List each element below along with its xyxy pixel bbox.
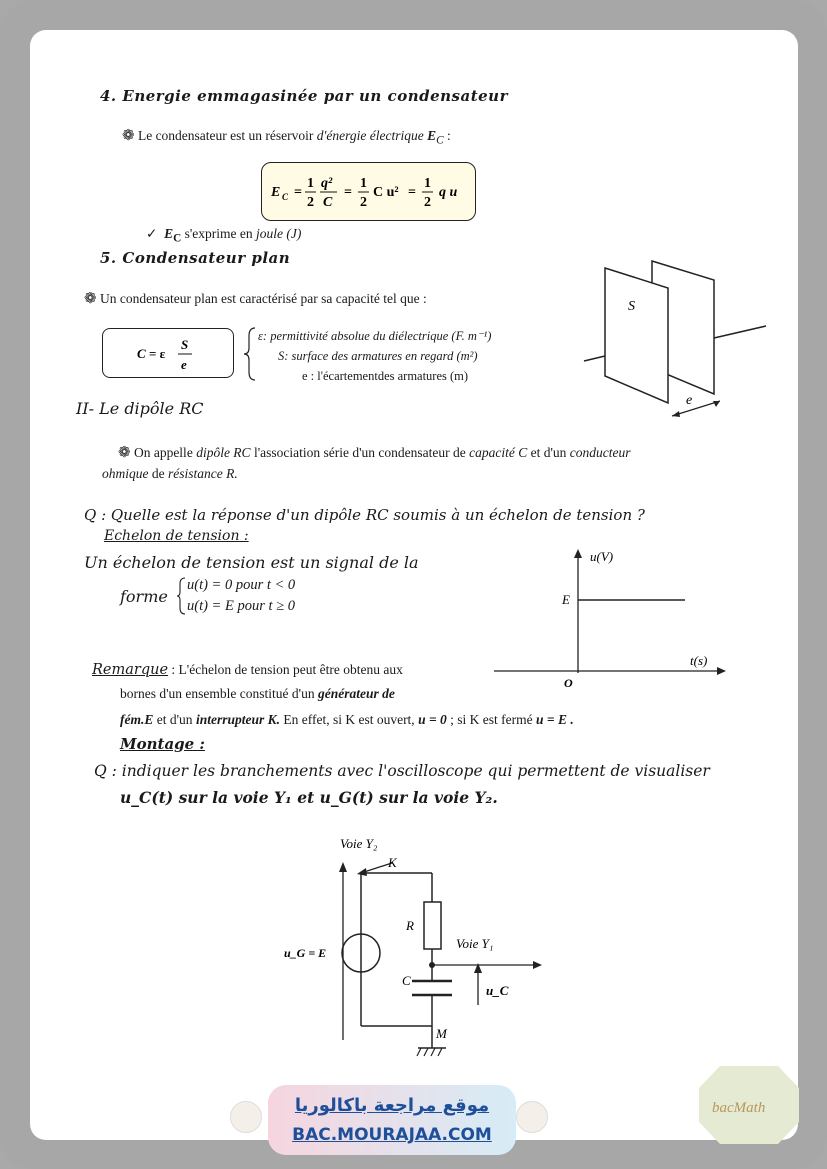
voie-y1-label: Voie Y₁ [456,936,494,951]
svg-text:S: S [181,337,189,352]
svg-text:e: e [181,357,187,372]
echelon-forme: forme [120,587,168,606]
question-rc-step: Q : Quelle est la réponse d'un dipôle RC soumis à un échelon de tension ? [84,506,645,524]
def-surface: S: surface des armatures en regard (m²) [278,349,478,363]
voie-y2-label: Voie Y₂ [340,836,378,851]
svg-text:q u: q u [439,185,458,200]
echelon-case-2: u(t) = E pour t ≥ 0 [187,598,295,614]
rc-circuit-diagram [270,830,570,1070]
svg-text:1: 1 [360,176,367,191]
flower-bullet-icon: ❁ [118,445,131,461]
capacity-formula [103,329,233,377]
plate-capacitor-figure [580,258,780,408]
uC-label: u_C [486,983,509,998]
svg-text:2: 2 [424,195,431,210]
footer-logo-right-icon [516,1101,548,1133]
svg-text:=: = [344,185,352,200]
footer-banner[interactable] [268,1085,516,1155]
svg-text:q²: q² [321,176,333,191]
uG-label: u_G = E [284,946,327,960]
flower-bullet-icon: ❁ [84,291,97,307]
energy-unit-note: ✓ $E_C$ s'exprime en joule (J) [146,226,302,245]
svg-text:C: C [137,346,146,361]
montage-question-line2: u_C(t) sur la voie Y₁ et u_G(t) sur la voie Y₂. [120,788,498,807]
capacity-formula-box [102,328,234,378]
svg-text:C u²: C u² [373,185,399,200]
rc-definition-line1: ❁ On appelle dipôle RC l'association série d'un condensateur de capacité C et d'un conducteur [118,445,631,461]
flower-bullet-icon: ❁ [122,128,135,144]
echelon-heading: Echelon de tension : [104,528,249,544]
y-axis-label: u(V) [590,549,614,564]
bacmath-badge-icon [698,1064,800,1146]
section5-intro: ❁ Un condensateur plan est caractérisé par sa capacité tel que : [84,291,427,307]
svg-text:=: = [408,185,416,200]
section4-title: 4. Energie emmagasinée par un condensateur [100,87,508,105]
cases-brace [176,576,186,616]
svg-text:1: 1 [424,176,431,191]
capacitor-C-label: C [402,973,411,988]
svg-text:=: = [294,185,302,200]
step-voltage-graph [480,545,740,705]
svg-text:2: 2 [360,195,367,210]
resistor-R-label: R [406,918,414,933]
section4-intro: ❁ Le condensateur est un réservoir d'énergie électrique $E_C$ : [122,128,451,147]
document-page [30,30,798,1140]
footer-site-link[interactable]: BAC.MOURAJAA.COM [292,1125,492,1145]
section2-title: II- Le dipôle RC [76,399,204,418]
footer-logo-left-icon [230,1101,262,1133]
rc-definition-line2: ohmique de résistance R. [102,466,238,481]
level-E-label: E [562,592,570,607]
switch-K-label: K [388,855,397,870]
remarque-line1: Remarque : L'échelon de tension peut être obtenu aux [92,662,403,678]
energy-formula-box [261,162,476,221]
x-axis-label: t(s) [690,653,708,668]
definition-brace [243,326,257,382]
echelon-case-1: u(t) = 0 pour t < 0 [187,577,296,593]
footer-arabic[interactable]: موقع مراجعة باكالوريا [294,1095,490,1116]
svg-text:1: 1 [307,176,314,191]
svg-text:2: 2 [307,195,314,210]
energy-formula [262,163,475,220]
svg-text:E: E [271,185,281,200]
svg-text:= ε: = ε [149,346,166,361]
bacmath-text: bacMath [712,1100,766,1116]
svg-text:C: C [282,192,289,202]
check-icon: ✓ [146,226,158,241]
plate-gap-label: e [686,393,693,408]
montage-heading: Montage : [120,735,205,753]
origin-label: O [564,676,573,690]
section5-title: 5. Condensateur plan [100,249,291,267]
plate-S-label: S [628,299,635,314]
echelon-text: Un échelon de tension est un signal de la [84,553,419,572]
resistor-icon [424,902,441,949]
montage-question-line1: Q : indiquer les branchements avec l'oscilloscope qui permettent de visualiser [94,762,710,780]
def-gap: e : l'écartementdes armatures (m) [302,369,469,383]
remarque-line3: fém.E et d'un interrupteur K. En effet, si K est ouvert, u = 0 ; si K est fermé u = E . [120,712,574,727]
ground-M-label: M [436,1026,447,1041]
svg-text:C: C [323,195,333,210]
remarque-line2: bornes d'un ensemble constitué d'un générateur de [120,686,395,701]
def-epsilon: ε: permittivité absolue du diélectrique (F. m⁻¹) [258,329,492,343]
